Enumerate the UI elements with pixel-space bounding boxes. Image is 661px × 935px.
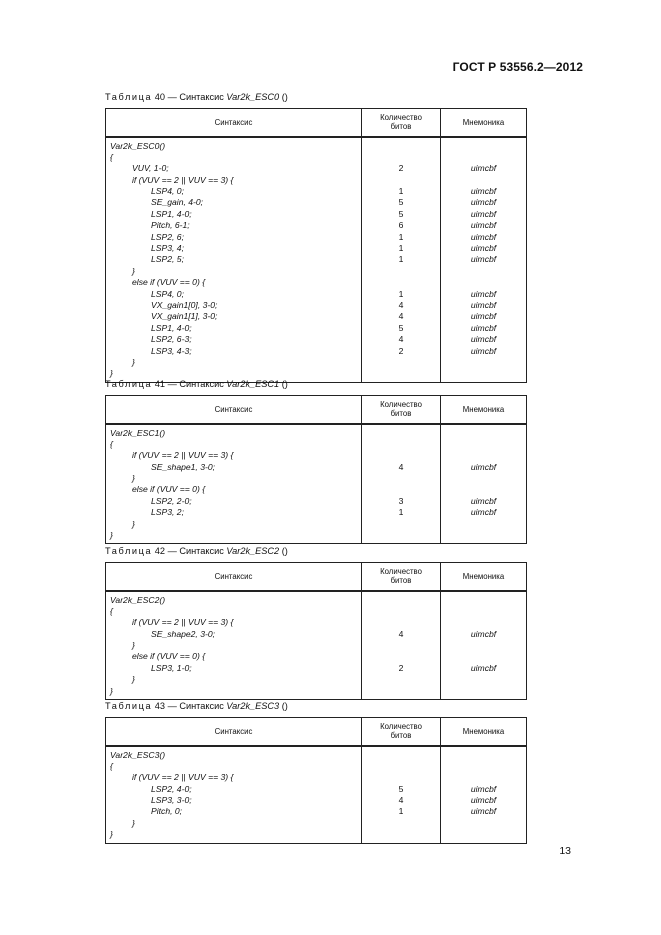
mnemonic-value — [441, 750, 526, 761]
code-line: { — [110, 760, 113, 771]
mnemonic-value — [441, 450, 526, 461]
bits-value: 1 — [398, 806, 404, 817]
mnemonic-value — [441, 829, 526, 840]
mnemonic-value: uimcbf — [470, 461, 497, 472]
code-line: LSP2, 6-3; — [151, 334, 192, 345]
code-line: } — [132, 674, 135, 685]
code-line: } — [110, 685, 113, 696]
code-line: LSP3, 3-0; — [151, 795, 192, 806]
code-line: LSP3, 1-0; — [151, 662, 192, 673]
header-bits: Количество битов — [362, 563, 441, 591]
bits-column — [362, 137, 441, 383]
bits-value — [362, 772, 440, 783]
bits-value — [362, 750, 440, 761]
bits-value — [362, 595, 440, 606]
code-line: if (VUV == 2 || VUV == 3) { — [132, 617, 234, 628]
mnemonic-value — [441, 640, 526, 651]
mnemonic-value: uimcbf — [470, 783, 497, 794]
code-line: else if (VUV == 0) { — [132, 277, 206, 288]
bits-value: 6 — [398, 220, 404, 231]
bits-value: 1 — [398, 243, 404, 254]
bits-value: 5 — [398, 208, 404, 219]
code-line: LSP3, 4-3; — [151, 345, 192, 356]
code-line: VUV, 1-0; — [132, 163, 169, 174]
bits-value — [362, 818, 440, 829]
code-line: { — [110, 438, 113, 449]
mnemonic-value: uimcbf — [470, 220, 497, 231]
mnemonic-value: uimcbf — [470, 795, 497, 806]
bits-value: 1 — [398, 507, 404, 518]
bits-value: 4 — [398, 795, 404, 806]
bits-value — [362, 606, 440, 617]
mnemonic-value — [441, 277, 526, 288]
page-number: 13 — [559, 845, 571, 857]
mnemonic-value — [441, 484, 526, 495]
bits-value — [362, 152, 440, 163]
code-line: LSP1, 4-0; — [151, 322, 192, 333]
header-bits: Количество битов — [362, 396, 441, 424]
bits-value — [362, 686, 440, 697]
mnemonic-value — [441, 606, 526, 617]
mnemonic-column — [441, 746, 527, 844]
code-line: } — [110, 368, 113, 379]
bits-value — [362, 439, 440, 450]
mnemonic-value: uimcbf — [470, 507, 497, 518]
mnemonic-value — [441, 152, 526, 163]
header-mnemonic: Мнемоника — [441, 109, 527, 137]
mnemonic-value: uimcbf — [470, 243, 497, 254]
bits-value: 2 — [398, 163, 404, 174]
code-line: { — [110, 605, 113, 616]
bits-value: 5 — [398, 783, 404, 794]
code-line: } — [110, 829, 113, 840]
bits-value: 1 — [398, 254, 404, 265]
syntax-column — [106, 746, 362, 844]
mnemonic-value — [441, 772, 526, 783]
header-mnemonic: Мнемоника — [441, 563, 527, 591]
mnemonic-value: uimcbf — [470, 311, 497, 322]
bits-value — [362, 617, 440, 628]
bits-value — [362, 277, 440, 288]
bits-value — [362, 651, 440, 662]
mnemonic-column — [441, 137, 527, 383]
code-line: if (VUV == 2 || VUV == 3) { — [132, 772, 234, 783]
bits-value: 1 — [398, 288, 404, 299]
mnemonic-column — [441, 424, 527, 544]
mnemonic-value: uimcbf — [470, 288, 497, 299]
code-line: LSP2, 6; — [151, 231, 184, 242]
code-line: LSP2, 5; — [151, 254, 184, 265]
mnemonic-value — [441, 368, 526, 379]
mnemonic-value — [441, 617, 526, 628]
bits-value — [362, 368, 440, 379]
mnemonic-value: uimcbf — [470, 197, 497, 208]
mnemonic-value: uimcbf — [470, 163, 497, 174]
mnemonic-value: uimcbf — [470, 299, 497, 310]
table-43-caption: Таблица 43 — Синтаксис Var2k_ESC3 () — [105, 701, 288, 711]
mnemonic-value — [441, 651, 526, 662]
bits-column — [362, 591, 441, 700]
code-line: Pitch, 6-1; — [151, 220, 190, 231]
code-line: Var2k_ESC2() — [110, 594, 166, 605]
mnemonic-value — [441, 357, 526, 368]
mnemonic-value: uimcbf — [470, 186, 497, 197]
code-line: LSP4, 0; — [151, 186, 184, 197]
code-line: VX_gain1[1], 3-0; — [151, 311, 218, 322]
code-line: LSP2, 4-0; — [151, 783, 192, 794]
code-line: LSP3, 4; — [151, 243, 184, 254]
code-line: else if (VUV == 0) { — [132, 484, 206, 495]
table-40-caption: Таблица 40 — Синтаксис Var2k_ESC0 () — [105, 92, 288, 102]
bits-value: 4 — [398, 311, 404, 322]
code-line: SE_gain, 4-0; — [151, 197, 204, 208]
code-line: } — [132, 265, 135, 276]
bits-value: 2 — [398, 662, 404, 673]
header-syntax: Синтаксис — [106, 718, 362, 746]
syntax-table-40 — [105, 108, 527, 383]
code-line: } — [132, 817, 135, 828]
bits-value — [362, 530, 440, 541]
bits-column — [362, 424, 441, 544]
mnemonic-value: uimcbf — [470, 208, 497, 219]
syntax-column — [106, 591, 362, 700]
bits-value — [362, 428, 440, 439]
code-line: Var2k_ESC0() — [110, 140, 166, 151]
mnemonic-value: uimcbf — [470, 334, 497, 345]
mnemonic-value — [441, 141, 526, 152]
mnemonic-value — [441, 175, 526, 186]
header-mnemonic: Мнемоника — [441, 396, 527, 424]
bits-value — [362, 357, 440, 368]
header-syntax: Синтаксис — [106, 563, 362, 591]
mnemonic-value — [441, 519, 526, 530]
bits-value: 5 — [398, 322, 404, 333]
mnemonic-value: uimcbf — [470, 495, 497, 506]
bits-value: 4 — [398, 461, 404, 472]
bits-value: 3 — [398, 495, 404, 506]
syntax-table-41 — [105, 395, 527, 544]
mnemonic-value: uimcbf — [470, 322, 497, 333]
code-line: { — [110, 151, 113, 162]
mnemonic-value: uimcbf — [470, 254, 497, 265]
bits-value — [362, 674, 440, 685]
header-bits: Количество битов — [362, 109, 441, 137]
code-line: if (VUV == 2 || VUV == 3) { — [132, 450, 234, 461]
code-line: Var2k_ESC3() — [110, 749, 166, 760]
bits-value: 2 — [398, 345, 404, 356]
syntax-table-42 — [105, 562, 527, 700]
mnemonic-value — [441, 428, 526, 439]
bits-value — [362, 484, 440, 495]
code-line: } — [132, 356, 135, 367]
mnemonic-value — [441, 761, 526, 772]
table-42-caption: Таблица 42 — Синтаксис Var2k_ESC2 () — [105, 546, 288, 556]
bits-value — [362, 141, 440, 152]
bits-value — [362, 761, 440, 772]
mnemonic-value — [441, 686, 526, 697]
bits-value: 4 — [398, 628, 404, 639]
bits-value: 5 — [398, 197, 404, 208]
syntax-column — [106, 424, 362, 544]
bits-value — [362, 829, 440, 840]
bits-value: 1 — [398, 231, 404, 242]
header-mnemonic: Мнемоника — [441, 718, 527, 746]
bits-value: 4 — [398, 334, 404, 345]
code-line: LSP4, 0; — [151, 288, 184, 299]
bits-value — [362, 473, 440, 484]
mnemonic-value — [441, 595, 526, 606]
mnemonic-column — [441, 591, 527, 700]
mnemonic-value — [441, 674, 526, 685]
mnemonic-value: uimcbf — [470, 345, 497, 356]
mnemonic-value: uimcbf — [470, 231, 497, 242]
bits-value — [362, 450, 440, 461]
bits-value — [362, 519, 440, 530]
mnemonic-value — [441, 530, 526, 541]
bits-value: 4 — [398, 299, 404, 310]
header-syntax: Синтаксис — [106, 109, 362, 137]
code-line: if (VUV == 2 || VUV == 3) { — [132, 174, 234, 185]
mnemonic-value: uimcbf — [470, 628, 497, 639]
code-line: LSP2, 2-0; — [151, 495, 192, 506]
mnemonic-value — [441, 266, 526, 277]
bits-value — [362, 175, 440, 186]
code-line: VX_gain1[0], 3-0; — [151, 299, 218, 310]
mnemonic-value — [441, 439, 526, 450]
header-syntax: Синтаксис — [106, 396, 362, 424]
table-41-caption: Таблица 41 — Синтаксис Var2k_ESC1 () — [105, 379, 288, 389]
bits-column — [362, 746, 441, 844]
bits-value: 1 — [398, 186, 404, 197]
code-line: } — [132, 518, 135, 529]
mnemonic-value — [441, 818, 526, 829]
code-line: } — [132, 640, 135, 651]
code-line: } — [132, 473, 135, 484]
syntax-table-43 — [105, 717, 527, 844]
header-bits: Количество битов — [362, 718, 441, 746]
code-line: LSP3, 2; — [151, 507, 184, 518]
syntax-column — [106, 137, 362, 383]
code-line: else if (VUV == 0) { — [132, 651, 206, 662]
mnemonic-value — [441, 473, 526, 484]
mnemonic-value: uimcbf — [470, 662, 497, 673]
code-line: SE_shape2, 3-0; — [151, 628, 216, 639]
standard-header: ГОСТ Р 53556.2—2012 — [452, 60, 583, 74]
code-line: } — [110, 530, 113, 541]
mnemonic-value: uimcbf — [470, 806, 497, 817]
code-line: Var2k_ESC1() — [110, 427, 166, 438]
code-line: LSP1, 4-0; — [151, 208, 192, 219]
code-line: Pitch, 0; — [151, 806, 183, 817]
bits-value — [362, 266, 440, 277]
code-line: SE_shape1, 3-0; — [151, 461, 216, 472]
bits-value — [362, 640, 440, 651]
